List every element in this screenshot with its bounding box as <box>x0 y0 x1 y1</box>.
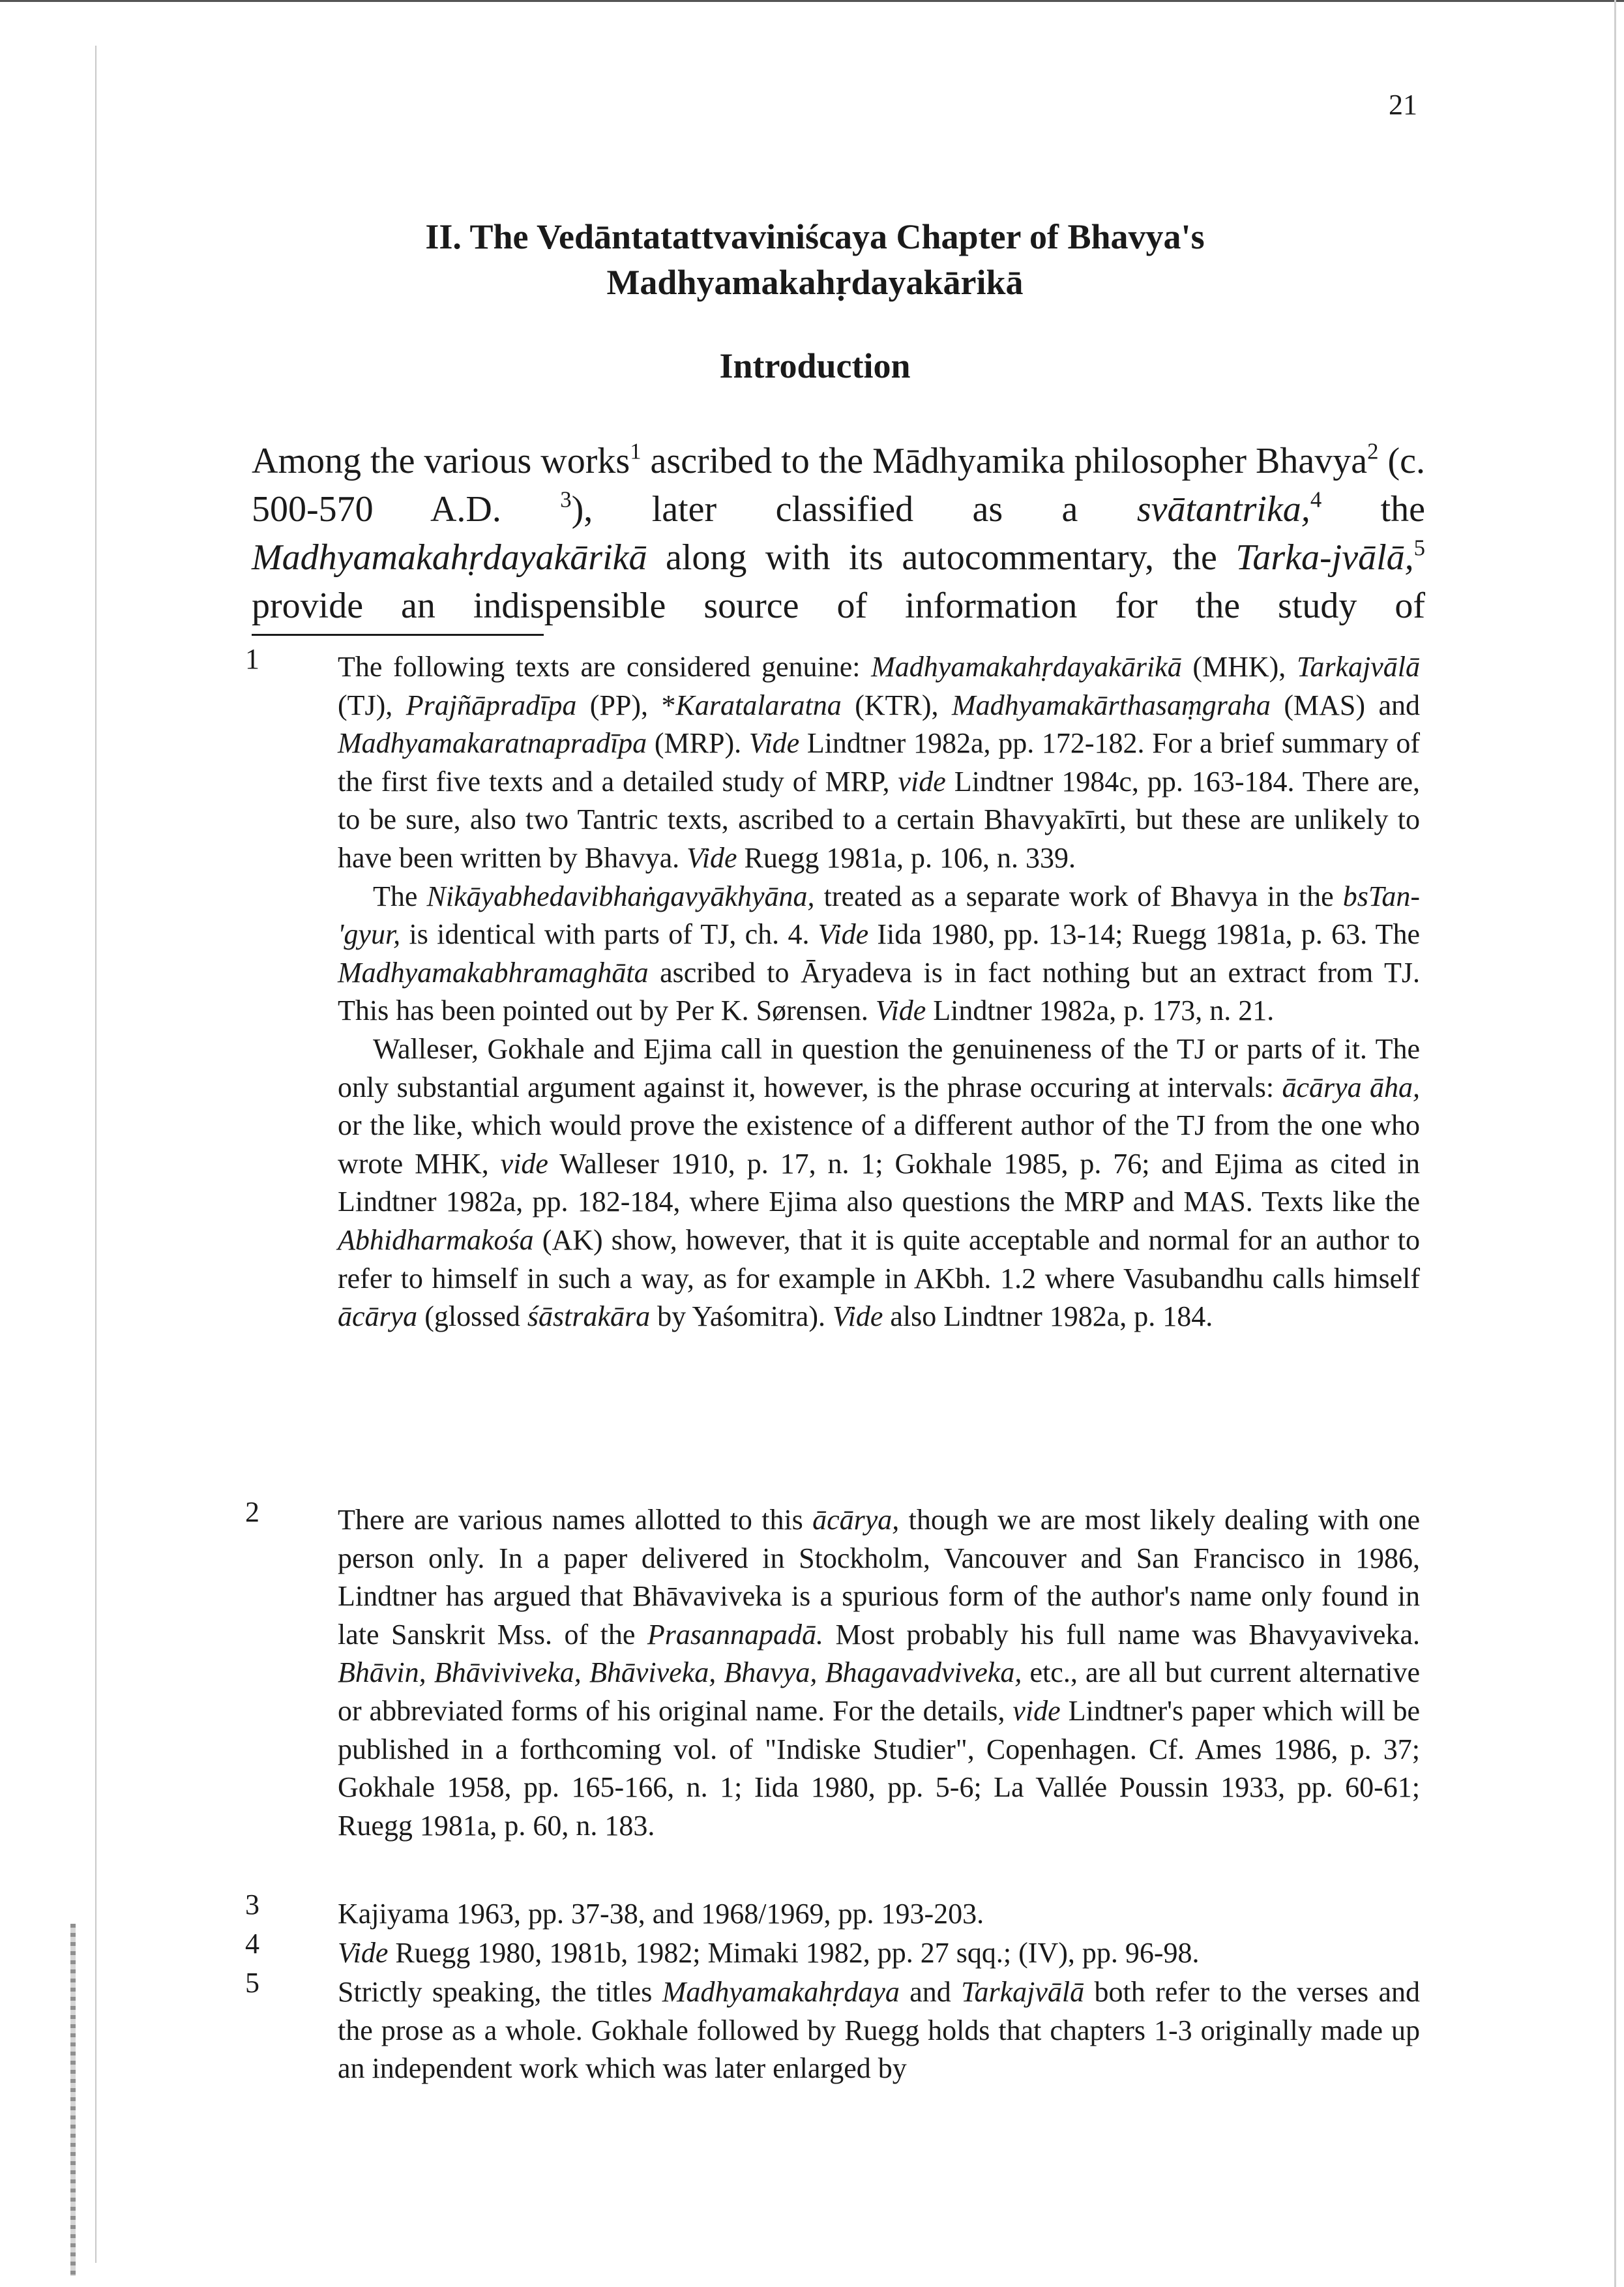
chapter-title-line-1: II. The Vedāntatattvaviniścaya Chapter of Bhavya's <box>425 217 1205 256</box>
footnote-ref-2[interactable]: 2 <box>1367 438 1379 464</box>
footnote-1-para-3: Walleser, Gokhale and Ejima call in question the genuineness of the TJ or parts of it. The only substantial argument against it, however, is the phrase occuring at intervals: ācārya āha, or the like, which would prove the existence of a different author of the TJ from the one who wrote MHK, vide Walleser 1910, p. 17, n. 1; Gokhale 1985, p. 76; and Ejima as cited in Lindtner 1982a, pp. 182-184, where Ejima also questions the MRP and MAS. Texts like the Abhidharmakośa (AK) show, however, that it is quite acceptable and normal for an author to refer to himself in such a way, as for example in AKbh. 1.2 where Vasubandhu calls himself ācārya (glossed śāstrakāra by Yaśomitra). Vide also Lindtner 1982a, p. 184. <box>338 1032 1421 1333</box>
footnote-number-2: 2 <box>245 1496 259 1528</box>
footnote-number-1: 1 <box>245 643 259 675</box>
scan-top-edge <box>0 0 1624 2</box>
footnote-separator <box>252 634 544 636</box>
footnote-number-5: 5 <box>245 1967 259 1999</box>
chapter-title <box>248 214 1382 305</box>
footnote-1-para-2: The Nikāyabhedavibhaṅgavyākhyāna, treated as a separate work of Bhavya in the bsTan-'gyur, is identical with parts of TJ, ch. 4. Vide Iida 1980, pp. 13-14; Ruegg 1981a, p. 63. The Madhyamakabhramaghāta ascribed to Āryadeva is in fact nothing but an extract from TJ. This has been pointed out by Per K. Sørensen. Vide Lindtner 1982a, p. 173, n. 21. <box>338 880 1421 1027</box>
footnote-5 <box>338 1973 1420 2088</box>
scan-left-edge <box>95 46 96 2263</box>
footnote-ref-1[interactable]: 1 <box>630 438 642 464</box>
footnote-4-para: Vide Ruegg 1980, 1981b, 1982; Mimaki 1982, pp. 27 sqq.; (IV), pp. 96-98. <box>338 1937 1200 1969</box>
footnote-2 <box>338 1501 1420 1845</box>
footnote-number-4: 4 <box>245 1928 259 1960</box>
footnote-ref-3[interactable]: 3 <box>560 486 572 513</box>
scan-binding-shadow <box>70 1924 76 2276</box>
footnote-number-3: 3 <box>245 1889 259 1921</box>
scan-right-edge <box>1614 0 1616 2287</box>
footnote-5-para: Strictly speaking, the titles Madhyamakahṛdaya and Tarkajvālā both refer to the verses and the prose as a whole. Gokhale followed by Ruegg holds that chapters 1-3 originally made up an independent work which was later enlarged by <box>338 1976 1421 2085</box>
page-number: 21 <box>1389 89 1417 121</box>
footnote-ref-5[interactable]: 5 <box>1413 535 1425 561</box>
footnote-ref-4[interactable]: 4 <box>1310 486 1322 513</box>
footnote-4 <box>338 1934 1420 1973</box>
chapter-title-line-2: Madhyamakahṛdayakārikā <box>606 263 1024 302</box>
section-heading: Introduction <box>719 346 911 385</box>
body-paragraph: Among the various works$^1$ ascribed to the Mādhyamika philosopher Bhavya$^2$ (c. 500-570 A.D. $^3$), later classified as a svātantrika,$^4$ the Madhyamakahṛdayakārikā along with its autocommentary, the Tarka-jvālā,$^5$ provide an indispensible source of information for the study of <box>252 438 1425 626</box>
footnote-3 <box>338 1895 1420 1934</box>
footnote-3-para: Kajiyama 1963, pp. 37-38, and 1968/1969, pp. 193-203. <box>338 1898 984 1930</box>
footnote-2-para: There are various names allotted to this ācārya, though we are most likely dealing with one person only. In a paper delivered in Stockholm, Vancouver and San Francisco in 1986, Lindtner has argued that Bhāvaviveka is a spurious form of the author's name only found in late Sanskrit Mss. of the Prasannapadā. Most probably his full name was Bhavyaviveka. Bhāvin, Bhāviviveka, Bhāviveka, Bhavya, Bhagavadviveka, etc., are all but current alternative or abbreviated forms of his original name. For the details, vide Lindtner's paper which will be published in a forthcoming vol. of "Indiske Studier", Copenhagen. Cf. Ames 1986, p. 37; Gokhale 1958, pp. 165-166, n. 1; Iida 1980, pp. 5-6; La Vallée Poussin 1933, pp. 60-61; Ruegg 1981a, p. 60, n. 183. <box>338 1504 1420 1842</box>
footnote-1 <box>338 648 1420 1336</box>
footnote-1-para-1: The following texts are considered genuine: Madhyamakahṛdayakārikā (MHK), Tarkajvālā (TJ), Prajñāpradīpa (PP), *Karatalaratna (KTR), Madhyamakārthasaṃgraha (MAS) and Madhyamakaratnapradīpa (MRP). Vide Lindtner 1982a, pp. 172-182. For a brief summary of the first five texts and a detailed study of MRP, vide Lindtner 1984c, pp. 163-184. There are, to be sure, also two Tantric texts, ascribed to a certain Bhavyakīrti, but these are unlikely to have been written by Bhavya. Vide Ruegg 1981a, p. 106, n. 339. <box>338 651 1421 874</box>
